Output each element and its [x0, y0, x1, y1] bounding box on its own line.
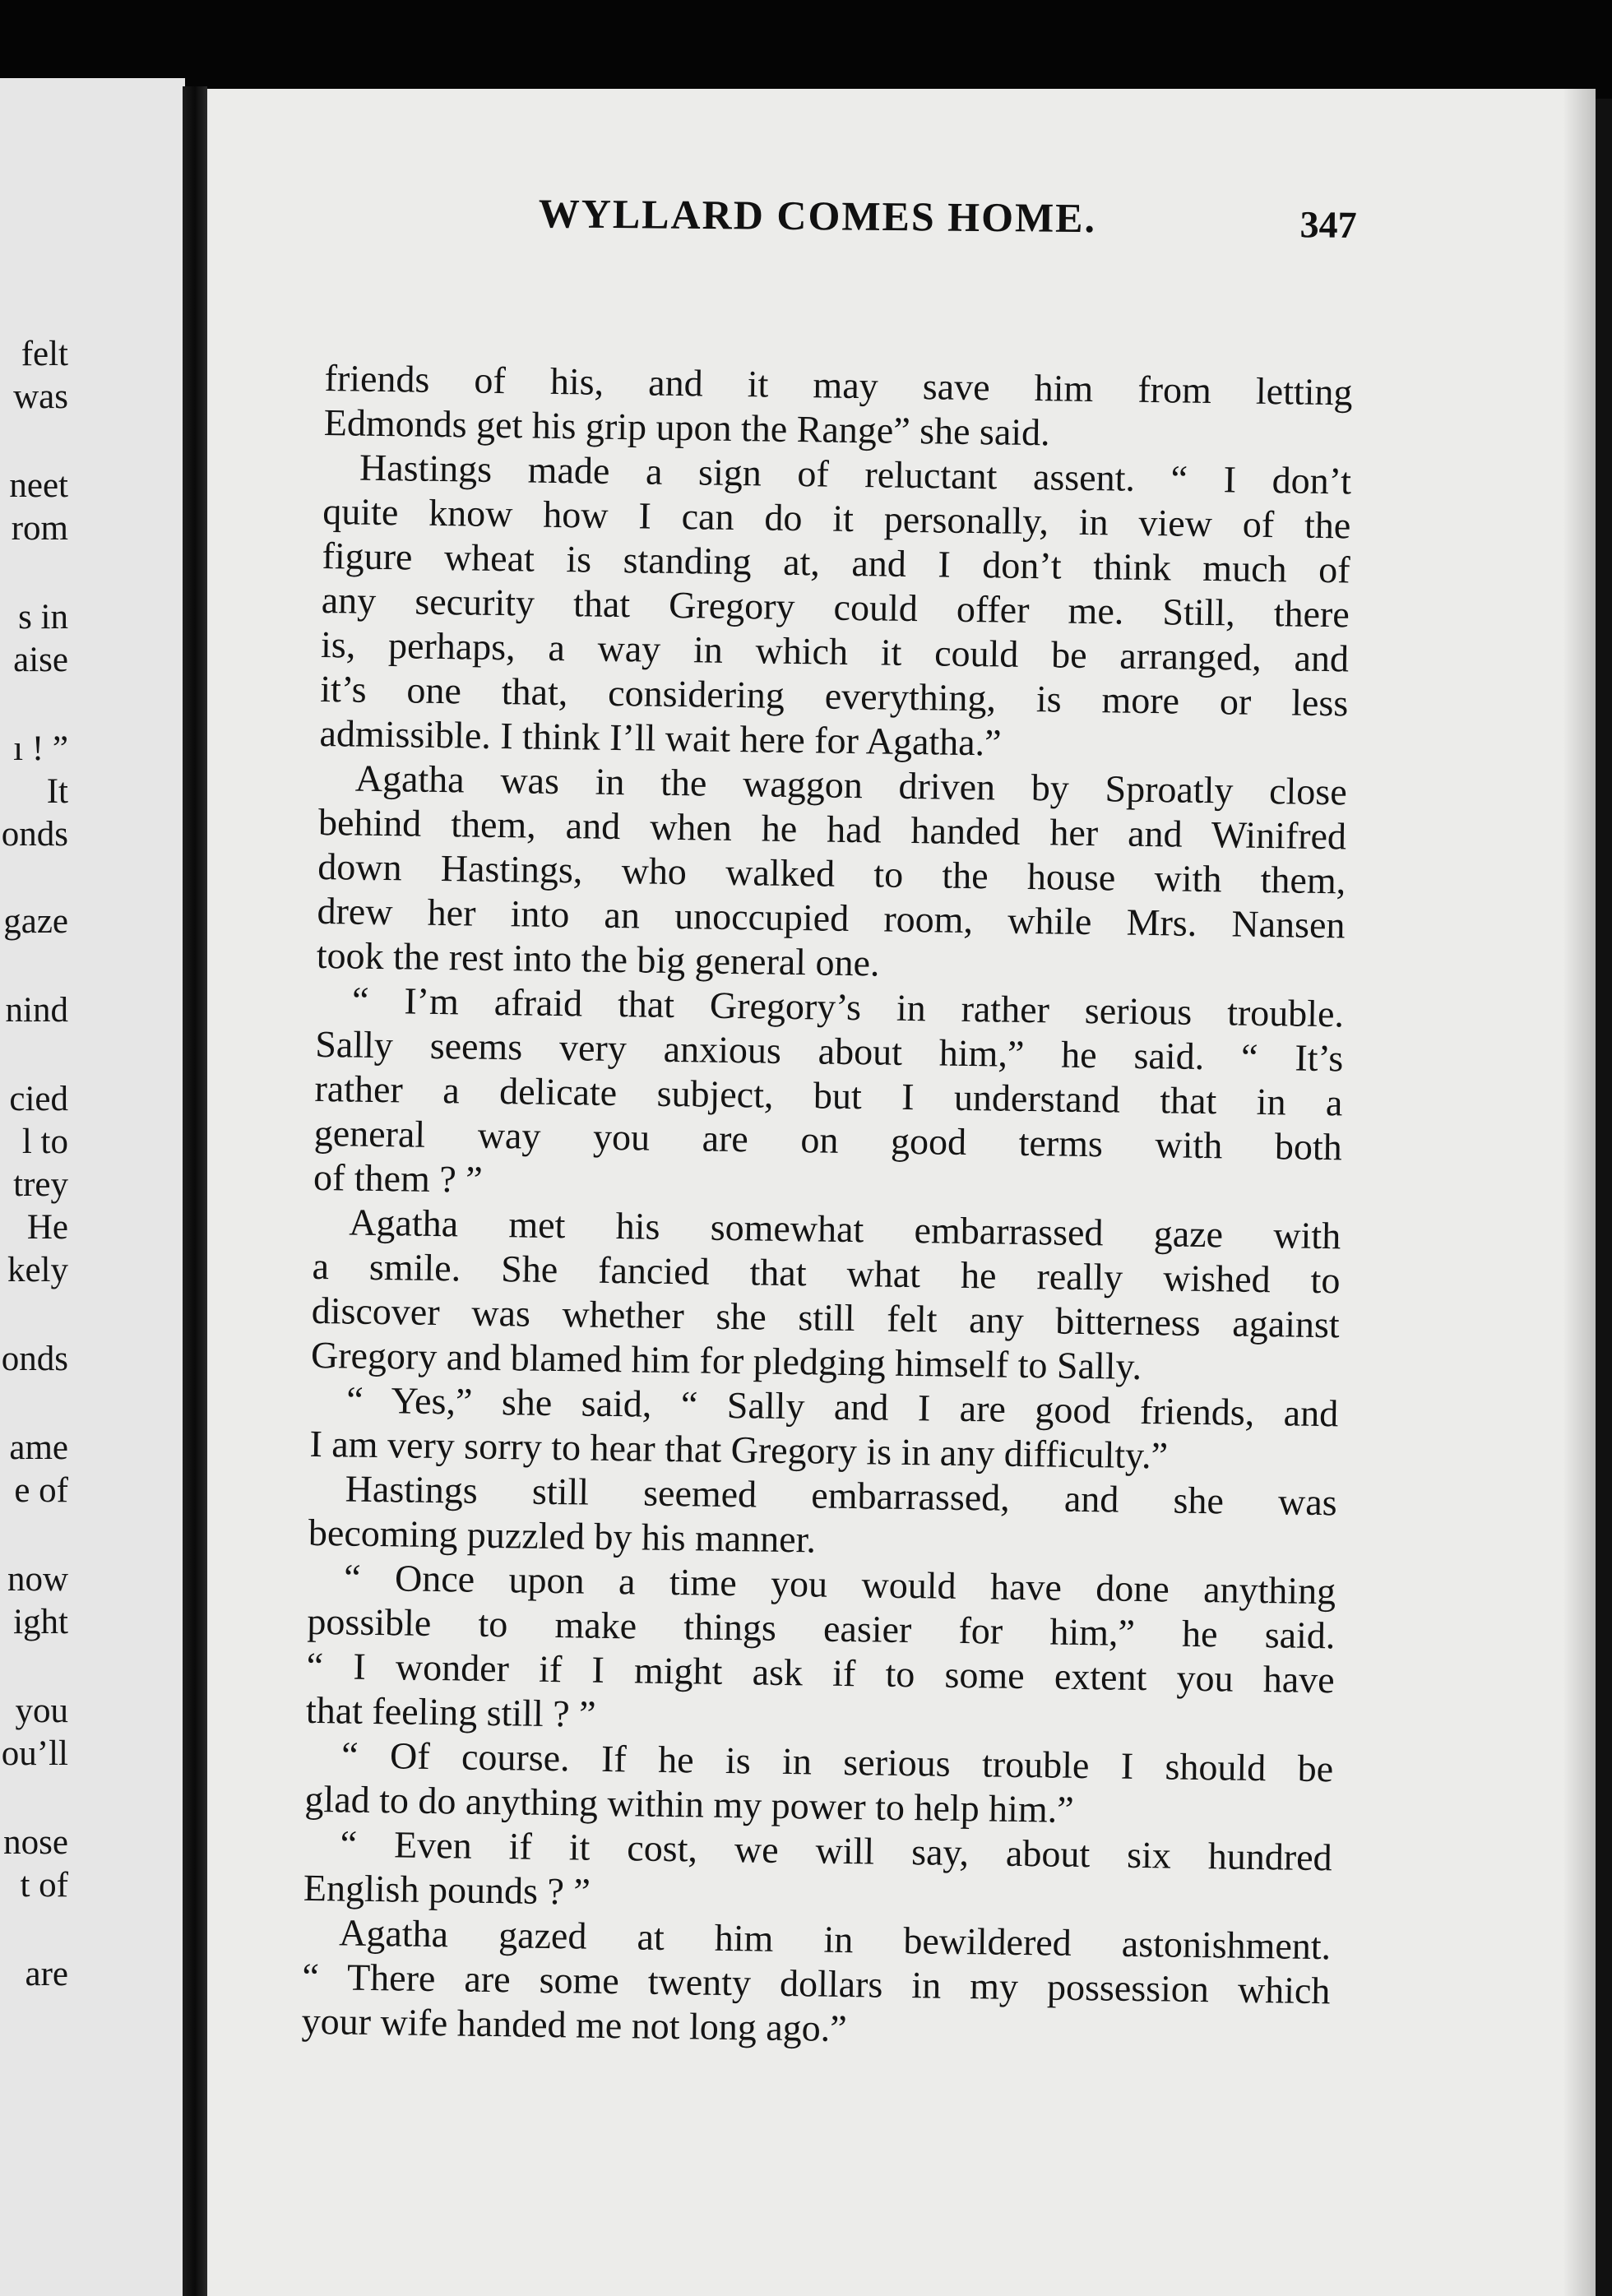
text-line: a smile. She fancied that what he really wished to — [312, 1244, 1341, 1302]
left-fragment: onds — [1, 1340, 68, 1378]
left-page-fragment — [0, 78, 185, 2296]
text-line: I am very sorry to hear that Gregory is in any difficulty.” — [309, 1422, 1169, 1477]
left-fragment: rom — [11, 509, 68, 548]
text-line: “ I wonder if I might ask if to some extent you have — [306, 1644, 1335, 1701]
left-fragment: onds — [1, 815, 68, 854]
text-line: Gregory and blamed him for pledging himself to Sally. — [310, 1333, 1142, 1387]
text-line: behind them, and when he had handed her and Winifred — [317, 800, 1347, 858]
text-line: figure wheat is standing at, and I don’t think much of — [322, 534, 1350, 591]
left-fragment: kely — [7, 1251, 68, 1289]
text-line: of them ? ” — [313, 1155, 484, 1201]
text-line: “ Of course. If he is in serious trouble I should be — [340, 1734, 1334, 1790]
text-line: down Hastings, who walked to the house with them, — [317, 845, 1346, 902]
left-fragment: you — [15, 1692, 68, 1730]
text-line: Sally seems very anxious about him,” he said. “ It’s — [314, 1022, 1344, 1080]
text-line: Hastings still seemed embarrassed, and she was — [345, 1467, 1338, 1524]
running-head — [328, 187, 1415, 280]
text-line: drew her into an unoccupied room, while Mrs. Nansen — [317, 889, 1346, 947]
left-fragment: ame — [9, 1428, 68, 1467]
text-line: becoming puzzled by his manner. — [308, 1511, 817, 1561]
text-line: rather a delicate subject, but I understand that in a — [314, 1067, 1343, 1124]
text-line: friends of his, and it may save him from letting — [324, 356, 1353, 414]
text-line: “ I’m afraid that Gregory’s in rather serious trouble. — [351, 979, 1345, 1035]
text-line: English pounds ? ” — [303, 1866, 591, 1913]
left-fragment: It — [46, 772, 68, 811]
text-line: it’s one that, considering everything, is more or less — [319, 667, 1349, 724]
text-line: Agatha gazed at him in bewildered astonishment. — [338, 1911, 1332, 1968]
left-fragment: gaze — [3, 902, 68, 941]
left-fragment: He — [26, 1208, 68, 1247]
text-line: Agatha was in the waggon driven by Sproatly close — [354, 757, 1348, 813]
text-line: took the rest into the big general one. — [316, 933, 880, 984]
left-fragment: ı ! ” — [13, 729, 68, 768]
left-fragment: aise — [13, 641, 68, 679]
text-line: Hastings made a sign of reluctant assent. “ I don’t — [359, 446, 1352, 502]
left-fragment: e of — [14, 1471, 68, 1510]
text-line: that feeling still ? ” — [305, 1688, 596, 1735]
left-fragment: l to — [21, 1123, 68, 1161]
text-line: general way you are on good terms with both — [313, 1111, 1343, 1169]
text-line: glad to do anything within my power to help him.” — [304, 1777, 1074, 1831]
text-line: any security that Gregory could offer me. Still, there — [321, 578, 1350, 636]
text-line: discover was whether she still felt any bitterness against — [311, 1289, 1341, 1346]
text-line: quite know how I can do it personally, in view of the — [322, 489, 1351, 547]
left-fragment: ou’ll — [1, 1734, 68, 1773]
chapter-title: WYLLARD COMES HOME. — [538, 190, 1097, 242]
left-fragment: felt — [21, 335, 68, 373]
text-line: admissible. I think I’ll wait here for Agatha.” — [319, 711, 1002, 764]
page-edge — [1596, 99, 1612, 2296]
left-fragment: was — [13, 377, 68, 416]
text-line: is, perhaps, a way in which it could be arranged, and — [320, 623, 1350, 680]
text-line: possible to make things easier for him,” he said. — [307, 1599, 1336, 1657]
left-fragment: neet — [9, 466, 68, 505]
left-fragment: now — [7, 1560, 68, 1599]
left-page-text-fragments — [0, 78, 185, 2296]
text-line: “ Even if it cost, we will say, about six hundred — [340, 1822, 1332, 1879]
page-number: 347 — [1299, 203, 1357, 246]
text-line: “ Yes,” she said, “ Sally and I are good friends, and — [345, 1378, 1339, 1435]
text-line: “ There are some twenty dollars in my possession which — [302, 1955, 1331, 2012]
text-line: Edmonds get his grip upon the Range” she said. — [323, 400, 1050, 454]
left-fragment: t of — [20, 1866, 68, 1905]
page-shadow — [1563, 89, 1596, 2296]
left-fragment: s in — [18, 598, 68, 636]
left-fragment: are — [25, 1955, 68, 1993]
body-text — [301, 356, 1353, 2058]
text-line: your wife handed me not long ago.” — [301, 1999, 848, 2050]
text-line: “ Once upon a time you would have done anything — [343, 1556, 1336, 1613]
text-line: Agatha met his somewhat embarrassed gaze with — [348, 1201, 1341, 1257]
left-fragment: trey — [13, 1165, 68, 1204]
left-fragment: nind — [5, 991, 68, 1030]
left-fragment: cied — [9, 1080, 68, 1118]
left-fragment: ight — [13, 1603, 68, 1641]
left-fragment: nose — [3, 1823, 68, 1862]
book-gutter — [183, 86, 207, 2296]
